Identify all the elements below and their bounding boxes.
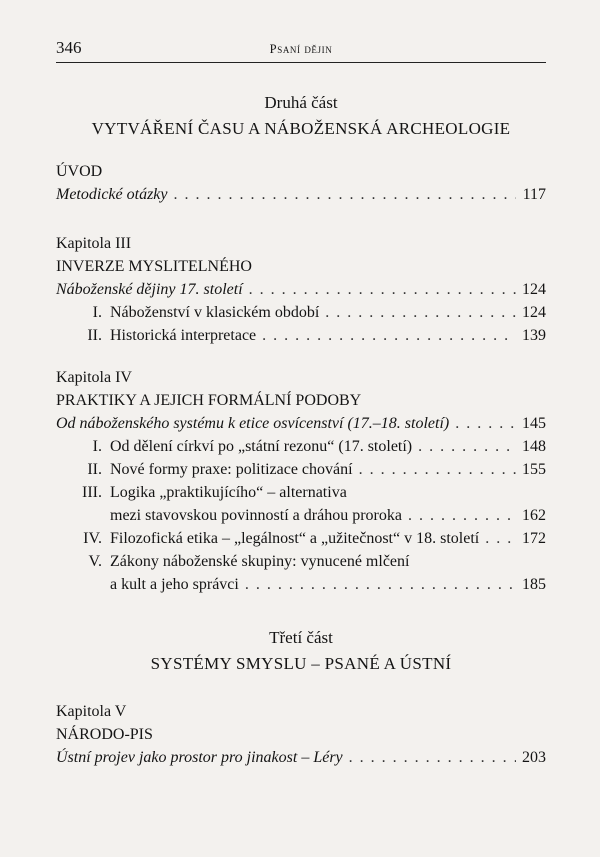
- toc-entry[interactable]: [56, 183, 546, 206]
- section-number: II.: [87, 461, 102, 478]
- chapter-label: Kapitola IV: [56, 369, 132, 386]
- dot-leader: [245, 573, 516, 596]
- section-title-continued: mezi stavovskou povinností a dráhou proroka: [110, 507, 402, 524]
- chapter-title: NÁRODO-PIS: [56, 726, 153, 743]
- dot-leader: [174, 183, 517, 206]
- toc-entry[interactable]: [56, 278, 546, 301]
- page-number: 346: [56, 38, 82, 57]
- entry-page: 203: [522, 749, 546, 766]
- part-two-heading: [56, 93, 546, 139]
- dot-leader: [249, 278, 516, 301]
- section-number: I.: [92, 438, 102, 455]
- part-title: VYTVÁŘENÍ ČASU A NÁBOŽENSKÁ ARCHEOLOGIE: [91, 119, 511, 138]
- section-title: Nové formy praxe: politizace chování: [110, 461, 353, 478]
- dot-leader: [408, 504, 516, 527]
- toc-entry-continued[interactable]: [56, 573, 546, 596]
- section-title-continued: a kult a jeho správci: [110, 576, 239, 593]
- chapter-subtitle: Od náboženského systému k etice osvícenství (17.–18. století): [56, 415, 450, 432]
- entry-title: Metodické otázky: [56, 186, 168, 203]
- running-head: Psaní dějin: [269, 42, 333, 56]
- entry-page: 124: [522, 304, 546, 321]
- part-title: SYSTÉMY SMYSLU – PSANÉ A ÚSTNÍ: [150, 654, 452, 673]
- dot-leader: [359, 458, 516, 481]
- section-number: V.: [88, 553, 102, 570]
- toc-chapter-4: [56, 366, 546, 596]
- section-number: IV.: [83, 530, 102, 547]
- entry-page: 172: [522, 530, 546, 547]
- dot-leader: [325, 301, 516, 324]
- section-title: Historická interpretace: [110, 327, 257, 344]
- entry-page: 139: [522, 327, 546, 344]
- part-three-heading: [56, 628, 546, 674]
- chapter-subtitle: Ústní projev jako prostor pro jinakost – Léry: [56, 749, 343, 766]
- toc-entry[interactable]: [56, 746, 546, 769]
- chapter-label: Kapitola III: [56, 235, 132, 252]
- toc-intro: [56, 160, 546, 206]
- toc-entry[interactable]: [56, 481, 546, 504]
- entry-page: 145: [522, 415, 546, 432]
- dot-leader: [485, 527, 516, 550]
- entry-page: 185: [522, 576, 546, 593]
- section-title: Zákony náboženské skupiny: vynucené mlčení: [110, 553, 410, 570]
- dot-leader: [349, 746, 516, 769]
- toc-entry[interactable]: [56, 301, 546, 324]
- toc-entry-continued[interactable]: [56, 504, 546, 527]
- toc-entry[interactable]: [56, 458, 546, 481]
- entry-page: 124: [522, 281, 546, 298]
- toc-entry[interactable]: [56, 527, 546, 550]
- section-title: Od dělení církví po „státní rezonu“ (17. století): [110, 438, 413, 455]
- header-rule: [56, 62, 546, 63]
- part-label: Třetí část: [269, 628, 333, 647]
- section-number: I.: [92, 304, 102, 321]
- entry-page: 162: [522, 507, 546, 524]
- entry-page: 155: [522, 461, 546, 478]
- chapter-title: INVERZE MYSLITELNÉHO: [56, 258, 252, 275]
- toc-entry[interactable]: [56, 550, 546, 573]
- dot-leader: [455, 412, 516, 435]
- entry-page: 117: [522, 186, 546, 203]
- part-label: Druhá část: [264, 93, 338, 112]
- toc-entry[interactable]: [56, 412, 546, 435]
- section-number: III.: [82, 484, 102, 501]
- section-heading: ÚVOD: [56, 163, 103, 180]
- entry-page: 148: [522, 438, 546, 455]
- chapter-title: PRAKTIKY A JEJICH FORMÁLNÍ PODOBY: [56, 392, 362, 409]
- toc-entry[interactable]: [56, 324, 546, 347]
- chapter-subtitle: Náboženské dějiny 17. století: [56, 281, 243, 298]
- toc-chapter-5: [56, 700, 546, 769]
- dot-leader: [262, 324, 516, 347]
- section-title: Filozofická etika – „legálnost“ a „užitečnost“ v 18. století: [110, 530, 480, 547]
- toc-entry[interactable]: [56, 435, 546, 458]
- page-header: [56, 36, 546, 60]
- dot-leader: [418, 435, 516, 458]
- section-title: Logika „praktikujícího“ – alternativa: [110, 484, 347, 501]
- toc-chapter-3: [56, 232, 546, 347]
- section-number: II.: [87, 327, 102, 344]
- chapter-label: Kapitola V: [56, 703, 127, 720]
- section-title: Náboženství v klasickém období: [110, 304, 320, 321]
